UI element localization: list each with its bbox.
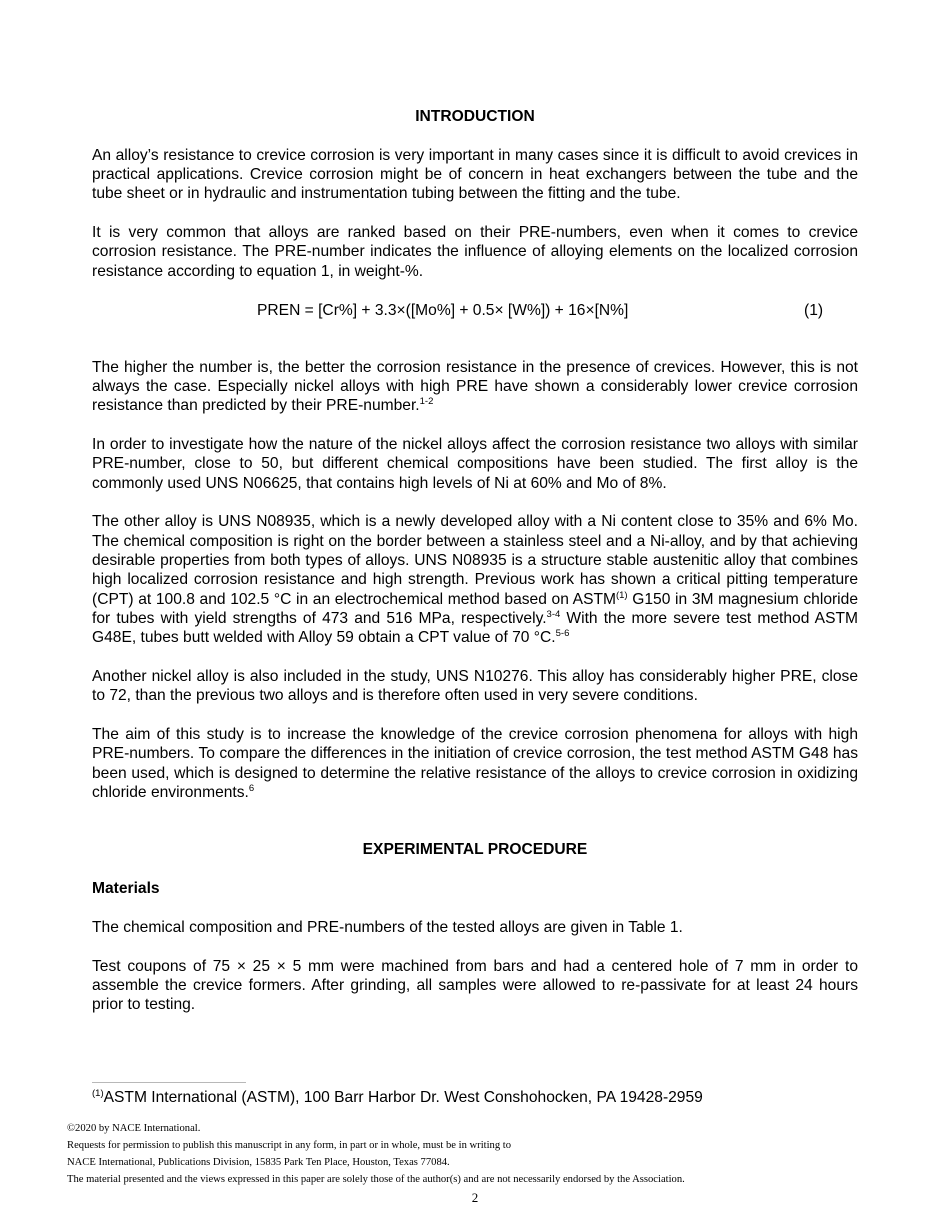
copyright-line: ©2020 by NACE International.	[67, 1123, 201, 1134]
paragraph-3-text: The higher the number is, the better the corrosion resistance in the presence of crevices. However, this is not always the case. Especially nickel alloys with high PRE have shown a considerably lower crevice corrosion resistance than predicted by their PRE-number.	[92, 358, 858, 415]
paragraph-5-text-b: G150 in 3M magnesium chloride for tubes with yield strengths of 473 and 516 MPa, respectively.	[92, 590, 858, 627]
footnote-marker: (1)	[92, 1088, 104, 1099]
address-line: NACE International, Publications Division, 15835 Park Ten Place, Houston, Texas 77084.	[67, 1157, 450, 1168]
experimental-heading: EXPERIMENTAL PROCEDURE	[362, 841, 588, 859]
reference-superscript: 3-4	[546, 608, 561, 620]
paragraph-7-text: The aim of this study is to increase the knowledge of the crevice corrosion phenomena for alloys with high PRE-numbers. To compare the differences in the initiation of crevice corrosion, the test method ASTM G48 has been used, which is designed to determine the relative resistance of the alloys to crevice corrosion in oxidizing chloride environments.	[92, 726, 858, 801]
intro-paragraph-7	[92, 725, 858, 802]
copyright-block	[67, 1120, 685, 1188]
equation-text: PREN = [Cr%] + 3.3×([Mo%] + 0.5× [W%]) + 16×[N%]	[257, 301, 629, 319]
footnote-marker: (1)	[615, 589, 628, 601]
reference-superscript: 5-6	[555, 628, 570, 640]
page-number: 2	[471, 1190, 479, 1205]
intro-paragraph-4: In order to investigate how the nature of the nickel alloys affect the corrosion resistance two alloys with similar PRE-number, close to 50, but different chemical compositions have been studied. The first alloy is the commonly used UNS N06625, that contains high levels of Ni at 60% and Mo of 8%.	[92, 435, 858, 492]
intro-paragraph-6: Another nickel alloy is also included in the study, UNS N10276. This alloy has considerably higher PRE, close to 72, than the previous two alloys and is therefore often used in very severe conditions.	[92, 667, 858, 705]
pren-equation	[92, 301, 858, 320]
equation-number: (1)	[804, 301, 824, 319]
intro-paragraph-1: An alloy’s resistance to crevice corrosion is very important in many cases since it is difficult to avoid crevices in practical applications. Crevice corrosion might be of concern in heat exchangers between the tube and the tube sheet or in hydraulic and instrumentation tubing between the fitting and the tube.	[92, 146, 858, 203]
intro-paragraph-2: It is very common that alloys are ranked based on their PRE-numbers, even when it comes to crevice corrosion resistance. The PRE-number indicates the influence of alloying elements on the localized corrosion resistance according to equation 1, in weight-%.	[92, 224, 858, 280]
reference-superscript: 6	[248, 782, 255, 794]
materials-subheading: Materials	[92, 880, 160, 898]
footnote-divider	[92, 1082, 246, 1083]
intro-paragraph-5	[92, 512, 858, 647]
footnote-text: ASTM International (ASTM), 100 Barr Harbor Dr. West Conshohocken, PA 19428-2959	[103, 1089, 703, 1106]
permission-line: Requests for permission to publish this manuscript in any form, in part or in whole, must be in writing to	[67, 1140, 512, 1151]
main-content	[92, 107, 858, 1015]
disclaimer-line: The material presented and the views expressed in this paper are solely those of the author(s) and are not necessarily endorsed by the Association.	[67, 1174, 685, 1185]
experimental-paragraph-1: The chemical composition and PRE-numbers of the tested alloys are given in Table 1.	[92, 918, 683, 936]
footnote	[92, 1088, 703, 1107]
introduction-heading: INTRODUCTION	[415, 108, 535, 125]
reference-superscript: 1-2	[419, 396, 434, 408]
paragraph-5-text-c: With the more severe test method ASTM G48E, tubes butt welded with Alloy 59 obtain a CPT value of 70 °C.	[92, 609, 858, 647]
intro-paragraph-3	[92, 358, 858, 416]
paragraph-5-text-a: The other alloy is UNS N08935, which is a newly developed alloy with a Ni content close to 35% and 6% Mo. The chemical composition is right on the border between a stainless steel and a Ni-alloy, and by that achieving desirable properties from both types of alloys. UNS N08935 is a structure stable austenitic alloy that combines high localized corrosion resistance and high strength. Previous work has shown a critical pitting temperature (CPT) at 100.8 and 102.5 °C in an electrochemical method based on ASTM	[92, 513, 858, 608]
experimental-paragraph-2: Test coupons of 75 × 25 × 5 mm were machined from bars and had a centered hole of 7 mm in order to assemble the crevice formers. After grinding, all samples were allowed to re-passivate for at least 24 hours prior to testing.	[92, 957, 858, 1014]
